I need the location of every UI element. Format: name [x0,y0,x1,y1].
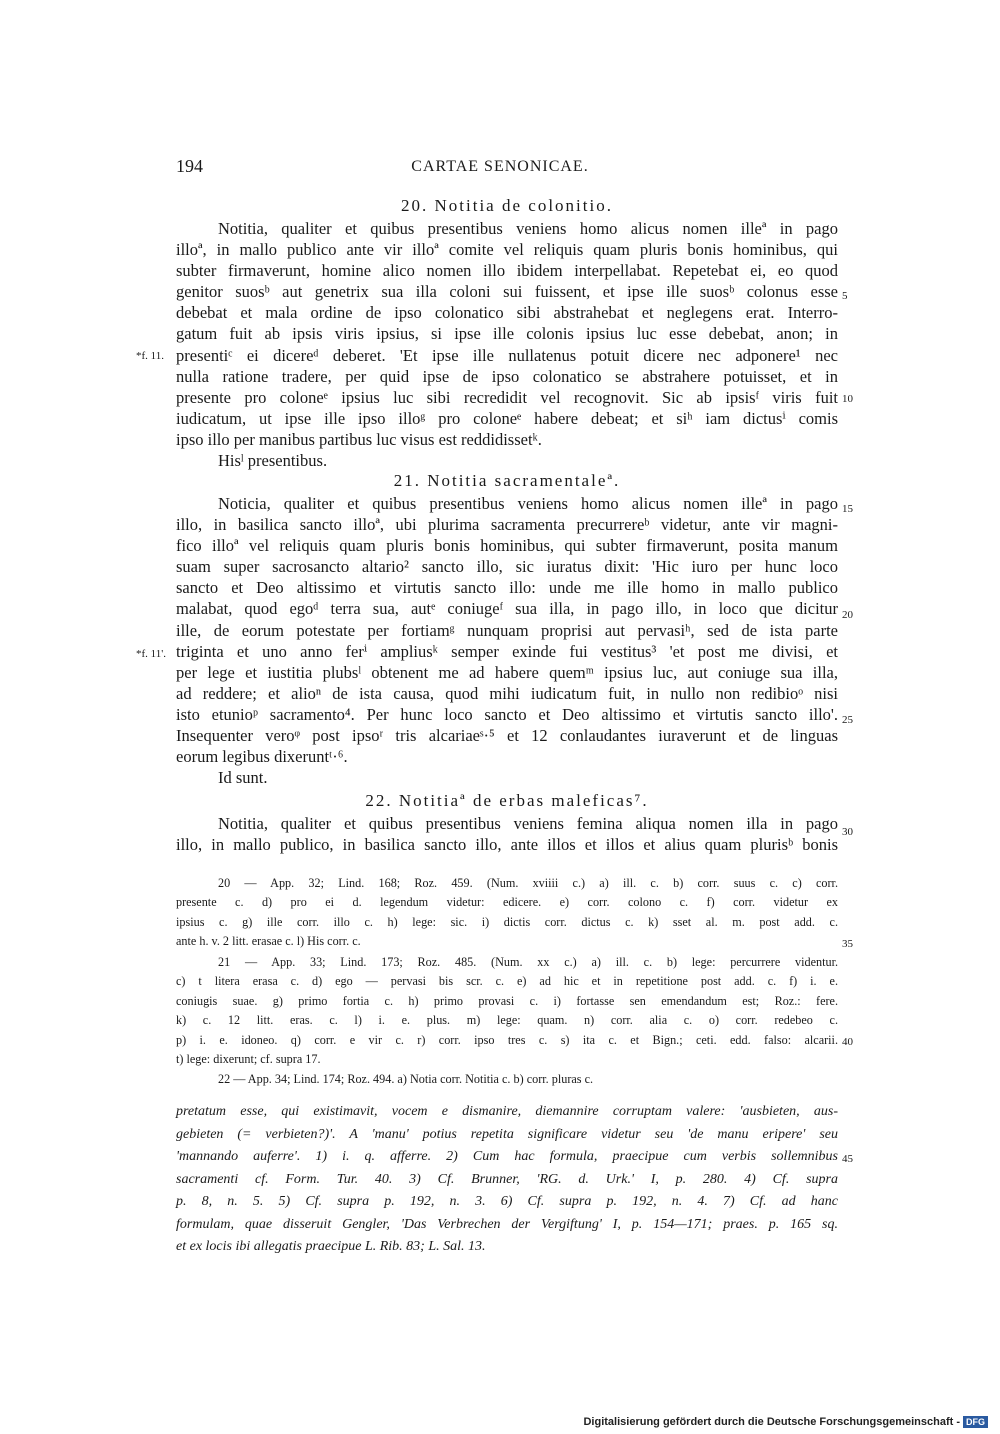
footnote-line: 21 — App. 33; Lind. 173; Roz. 485. (Num. xx c.) a) ill. c. b) lege: percurrere videntur. [218,955,838,969]
section-20 [176,194,838,471]
text-line: ipso illo per manibus partibus luc visus est reddidissetᵏ. [176,429,542,449]
text-line: Notitia, qualiter et quibus presentibus veniens homo alicus nomen illeª in pago [218,219,838,238]
text-line: malabat, quod egoᵈ terra sua, autᵉ coniugeᶠ sua illa, in pago illo, in loco que dicitur [176,599,838,619]
margin-folio-marker: *f. 11'. [136,648,166,660]
continued-notes [176,1101,838,1259]
footnote-line: ante h. v. 2 litt. erasae c. l) His corr. c. [176,934,361,949]
digitization-footer [583,1416,988,1428]
section-heading: 21. Notitia sacramentaleª. [393,471,621,490]
section-heading: 20. Notitia de colonitio. [401,196,613,215]
text-line: subter firmaverunt, homine alico nomen illo ibidem interpellabat. Repetebat ei, eo quod [176,261,838,281]
page-number: 194 [176,156,203,176]
text-line: Id sunt. [218,768,268,788]
text-line: triginta et uno anno ferⁱ ampliusᵏ semper exinde fui vestitus³ 'et post me divisi, et [176,641,838,661]
section-22 [176,789,838,855]
margin-line-number: 35 [842,938,853,950]
text-line: Hisˡ presentibus. [218,451,328,471]
text-line: per lege et iustitia plubsˡ obtenent me ad habere quemᵐ ipsius luc, aut coniuge sua illa, [176,662,838,682]
text-line: ille, de eorum potestate per fortiamᵍ nunquam proprisi aut pervasiʰ, sed de ista parte [176,620,838,640]
text-line: gatum fuit ab ipsis viris ipsius, si ipse ille colonis ipsius luc esse debebat, anon; in [176,324,838,344]
footnote-line: t) lege: dixerunt; cf. supra 17. [176,1051,321,1066]
footnotes-21 [176,953,838,1069]
note-line: et ex locis ibi allegatis praecipue L. Rib. 83; L. Sal. 13. [176,1239,486,1254]
margin-line-number: 15 [842,503,853,515]
footnote-line: presente c. d) pro ei d. legendum videtur: edicere. e) corr. colono c. f) corr. videtur ex [176,895,838,910]
footnote-line: k) c. 12 litt. eras. c. l) i. e. plus. m) lege: quam. n) corr. alia c. o) corr. redebeo c. [176,1013,838,1028]
note-line: 'mannando auferre'. 1) i. q. afferre. 2) Cum hac formula, praecipue cum verbis sollemnibus [176,1149,838,1164]
text-line: sancto et Deo altissimo et virtutis sancto illo: unde me ille homo in mallo publico [176,578,838,598]
margin-line-number: 5 [842,290,848,302]
footnote-line: coniugis suae. g) primo fortia c. h) primo provasi c. i) fortasse sen emendandum est; Roz.: fere. [176,993,838,1008]
footnotes-22 [176,1070,838,1089]
text-line: genitor suosᵇ aut genetrix sua illa coloni sui fuissent, et ipse ille suosᵇ colonus esse [176,282,838,302]
dfg-logo: DFG [963,1416,988,1428]
text-line: suam super sacrosancto altario² sancto illo, sic iuratus dixit: 'Hic iuro per hunc loco [176,557,838,577]
text-line: iudicatum, ut ipse ille ipso illoᵍ pro coloneᵉ habere debeat; et siʰ iam dictusⁱ comis [176,408,838,428]
note-line: gebieten (= verbieten?)'. A 'manu' potius repetita significare videtur seu 'de manu eripere' seu [176,1126,838,1142]
footnote-line: p) i. e. idoneo. q) corr. e vir c. r) corr. ipso tres c. s) ita c. et Bign.; ceti. edd. falso: alcarii. [176,1032,838,1047]
note-line: p. 8, n. 5. 5) Cf. supra p. 192, n. 3. 6) Cf. supra p. 192, n. 4. 7) Cf. ad hanc [176,1194,838,1209]
footnote-line: c) t litera erasa c. d) ego — pervasi bis scr. c. e) ad hic et in repetitione post add. c. f) i. e. [176,974,838,989]
footnote-line: ipsius c. g) ille corr. illo c. h) lege: sic. i) dictis corr. dictus c. k) sset al. m. post add. c. [176,914,838,929]
margin-line-number: 45 [842,1153,853,1165]
margin-line-number: 25 [842,714,853,726]
text-line: ad reddere; et alioⁿ de ista causa, quod mihi iudicatum fuit, in nullo non redibioᵒ nisi [176,683,838,703]
text-line: illo, in mallo publico, in basilica sancto illo, ante illos et illos et alius quam plurisᵇ bonis [176,835,838,855]
footer-text: Digitalisierung gefördert durch die Deutsche Forschungsgemeinschaft - [583,1416,960,1428]
text-line: presentiᶜ ei dicereᵈ deberet. 'Et ipse ille nullatenus potuit dicere nec adponere¹ nec [176,345,838,365]
margin-line-number: 30 [842,826,853,838]
margin-line-number: 10 [842,393,853,405]
text-line: illo, in basilica sancto illoª, ubi plurima sacramenta precurrereᵇ videtur, ante vir magni- [176,515,838,535]
note-line: pretatum esse, qui existimavit, vocem e dismanire, diemannire corruptam valere: 'ausbieten, aus- [176,1104,838,1119]
text-line: eorum legibus dixeruntᵗ·⁶. [176,747,348,767]
margin-folio-marker: *f. 11. [136,350,165,362]
text-line: presente pro coloneᵉ ipsius luc sibi recredidit vel recognovit. Sic ab ipsisᶠ viris fuit [176,387,838,407]
margin-line-number: 40 [842,1036,853,1048]
running-title: CARTAE SENONICAE. [411,158,589,175]
section-21 [176,469,838,788]
footnotes-20 [176,874,838,952]
note-line: formulam, quae disseruit Gengler, 'Das Verbrechen der Vergiftung' I, p. 154—171; praes. p. 165 sq. [176,1216,838,1232]
margin-line-number: 20 [842,609,853,621]
note-line: sacramenti cf. Form. Tur. 40. 3) Cf. Brunner, 'RG. d. Urk.' I, p. 280. 4) Cf. supra [176,1171,838,1187]
footnote-line: 20 — App. 32; Lind. 168; Roz. 459. (Num. xviiii c.) a) ill. c. b) corr. suus c. c) corr. [218,876,838,890]
text-line: fico illoª vel reliquis quam pluris bonis hominibus, qui subter firmaverunt, posita manum [176,536,838,556]
text-line: nulla ratione tradere, per quid ipse de ipso colonatico se abstrahere potuisset, et in [176,366,838,386]
text-line: isto etunioᵖ sacramento⁴. Per hunc loco sancto et Deo altissimo et virtutis sancto illo'. [176,704,838,724]
section-heading: 22. Notitiaª de erbas maleficas⁷. [365,791,649,810]
footnote-line: 22 — App. 34; Lind. 174; Roz. 494. a) Notia corr. Notitia c. b) corr. pluras c. [218,1072,594,1086]
text-line: Insequenter veroᵠ post ipsoʳ tris alcariaeˢ·⁵ et 12 conlaudantes iuraverunt et de linguas [176,726,838,746]
text-line: Noticia, qualiter et quibus presentibus veniens homo alicus nomen illeª in pago [218,494,838,513]
text-line: debebat et mala ordine de ipso colonatico sibi abstrahebat et neglegens erat. Interro- [176,303,838,323]
text-line: Notitia, qualiter et quibus presentibus veniens femina aliqua nomen illa in pago [218,814,838,833]
text-line: illoª, in mallo publico ante vir illoª comite vel reliquis quam pluris bonis hominibus, qui [176,240,838,260]
